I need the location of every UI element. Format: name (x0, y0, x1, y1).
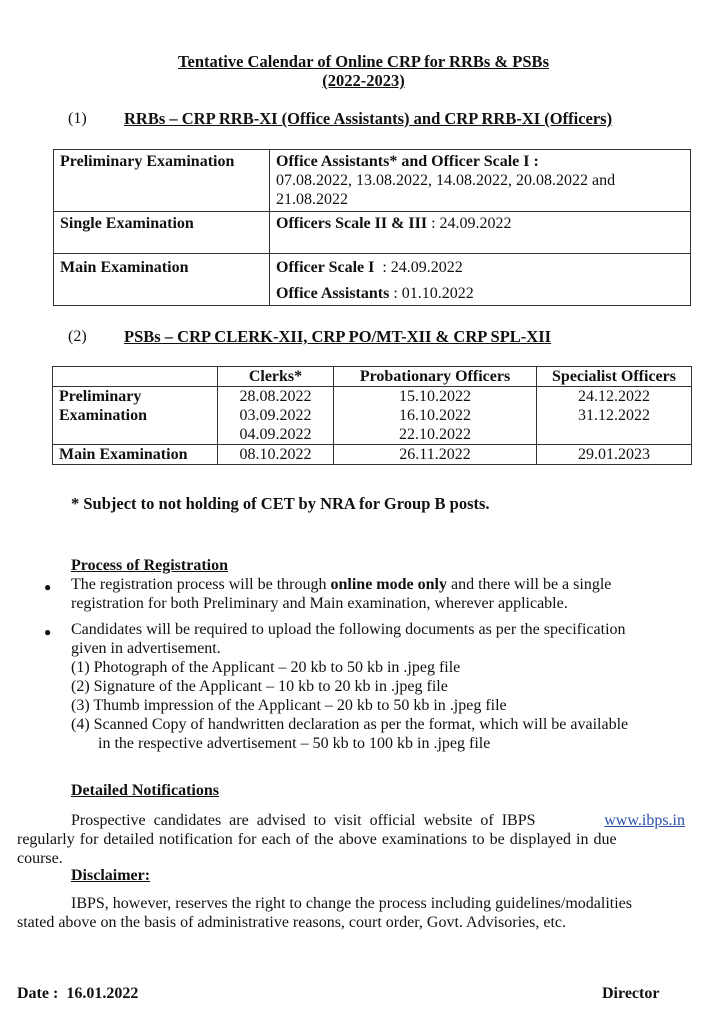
column-header-empty (53, 367, 218, 387)
row-label-line: Examination (59, 407, 148, 424)
text: stated above on the basis of administrative reasons, court order, Govt. Advisories, etc. (17, 914, 566, 931)
registration-bullet-1 (71, 575, 687, 613)
disclaimer-heading: Disclaimer: (71, 867, 151, 884)
text: and there will be a single (446, 576, 612, 593)
document-date: Date : 16.01.2022 (17, 985, 139, 1002)
date: 16.10.2022 (399, 407, 471, 424)
text: regularly for detailed notification for each of the above examinations to be displayed in due (17, 831, 617, 848)
date: 15.10.2022 (399, 388, 471, 405)
text: IBPS, however, reserves the right to change the process including guidelines/modalities (71, 895, 633, 912)
row-label-line: Preliminary (59, 388, 142, 405)
date: 31.12.2022 (578, 407, 650, 424)
row-label: Single Examination (54, 212, 270, 254)
notifications-heading: Detailed Notifications (71, 782, 219, 799)
row-label: Preliminary Examination (54, 150, 270, 212)
bullet-icon: ● (44, 625, 52, 639)
row-value (270, 150, 691, 212)
exam-date: : 24.09.2022 (427, 215, 512, 232)
document-title: Tentative Calendar of Online CRP for RRBs & PSBs (178, 52, 549, 71)
text: Candidates will be required to upload the following documents as per the specification (71, 621, 626, 638)
row-value (270, 212, 691, 254)
document-item-continued: in the respective advertisement – 50 kb to 100 kb in .jpeg file (98, 735, 491, 752)
exam-date: : 24.09.2022 (374, 259, 463, 276)
rrb-schedule-table (53, 149, 691, 306)
po-dates (334, 387, 537, 445)
signatory: Director (602, 985, 660, 1002)
bullet-icon: ● (44, 580, 52, 594)
text: Prospective candidates are advised to visit official website of IBPS (71, 812, 536, 829)
category-label: Officers Scale II & III (276, 215, 428, 232)
registration-heading: Process of Registration (71, 557, 228, 574)
category-label: Office Assistants* and Officer Scale I : (276, 153, 539, 170)
clerks-dates (218, 387, 334, 445)
date: 04.09.2022 (239, 426, 312, 443)
so-dates (537, 387, 692, 445)
date-list: 07.08.2022, 13.08.2022, 14.08.2022, 20.08.2022 and (276, 172, 616, 189)
document-item: (1) Photograph of the Applicant – 20 kb to 50 kb in .jpeg file (71, 659, 461, 676)
so-date: 29.01.2023 (537, 445, 692, 465)
row-value (270, 254, 691, 306)
date: 24.12.2022 (578, 388, 650, 405)
section1-title: RRBs – CRP RRB-XI (Office Assistants) and CRP RRB-XI (Officers) (124, 109, 613, 128)
text: course. (17, 850, 63, 867)
psb-schedule-table (52, 366, 692, 465)
disclaimer-paragraph (17, 894, 697, 932)
date: 03.09.2022 (239, 407, 312, 424)
exam-date: : 01.10.2022 (389, 285, 474, 302)
section1-number: (1) (68, 110, 87, 127)
table-header-row (53, 367, 692, 387)
table-row (53, 445, 692, 465)
po-date: 26.11.2022 (334, 445, 537, 465)
ibps-website-link[interactable]: www.ibps.in (604, 812, 685, 829)
date: 28.08.2022 (239, 388, 312, 405)
clerks-date: 08.10.2022 (218, 445, 334, 465)
row-label (53, 387, 218, 445)
table-row (54, 150, 691, 212)
document-item: (4) Scanned Copy of handwritten declaration as per the format, which will be available (71, 716, 629, 733)
text: registration for both Preliminary and Main examination, wherever applicable. (71, 595, 568, 612)
section2-title: PSBs – CRP CLERK-XII, CRP PO/MT-XII & CRP SPL-XII (124, 327, 552, 346)
row-label: Main Examination (53, 445, 218, 465)
table-row (53, 387, 692, 445)
document-item: (2) Signature of the Applicant – 10 kb to 20 kb in .jpeg file (71, 678, 448, 695)
registration-bullet-2 (71, 620, 701, 753)
document-item: (3) Thumb impression of the Applicant – 20 kb to 50 kb in .jpeg file (71, 697, 507, 714)
table-row (54, 212, 691, 254)
date: 22.10.2022 (399, 426, 471, 443)
column-header-po: Probationary Officers (334, 367, 537, 387)
document-subtitle-year: (2022-2023) (322, 71, 405, 90)
notifications-paragraph (17, 811, 685, 868)
table-row (54, 254, 691, 306)
column-header-so: Specialist Officers (537, 367, 692, 387)
text: given in advertisement. (71, 640, 221, 657)
footnote: * Subject to not holding of CET by NRA for Group B posts. (71, 494, 490, 513)
column-header-clerks: Clerks* (218, 367, 334, 387)
emphasis-text: online mode only (330, 576, 447, 593)
category-label: Officer Scale I (276, 259, 375, 276)
text: The registration process will be through (71, 576, 331, 593)
section2-number: (2) (68, 328, 87, 345)
date-list-continued: 21.08.2022 (276, 191, 348, 208)
row-label: Main Examination (54, 254, 270, 306)
category-label: Office Assistants (276, 285, 390, 302)
